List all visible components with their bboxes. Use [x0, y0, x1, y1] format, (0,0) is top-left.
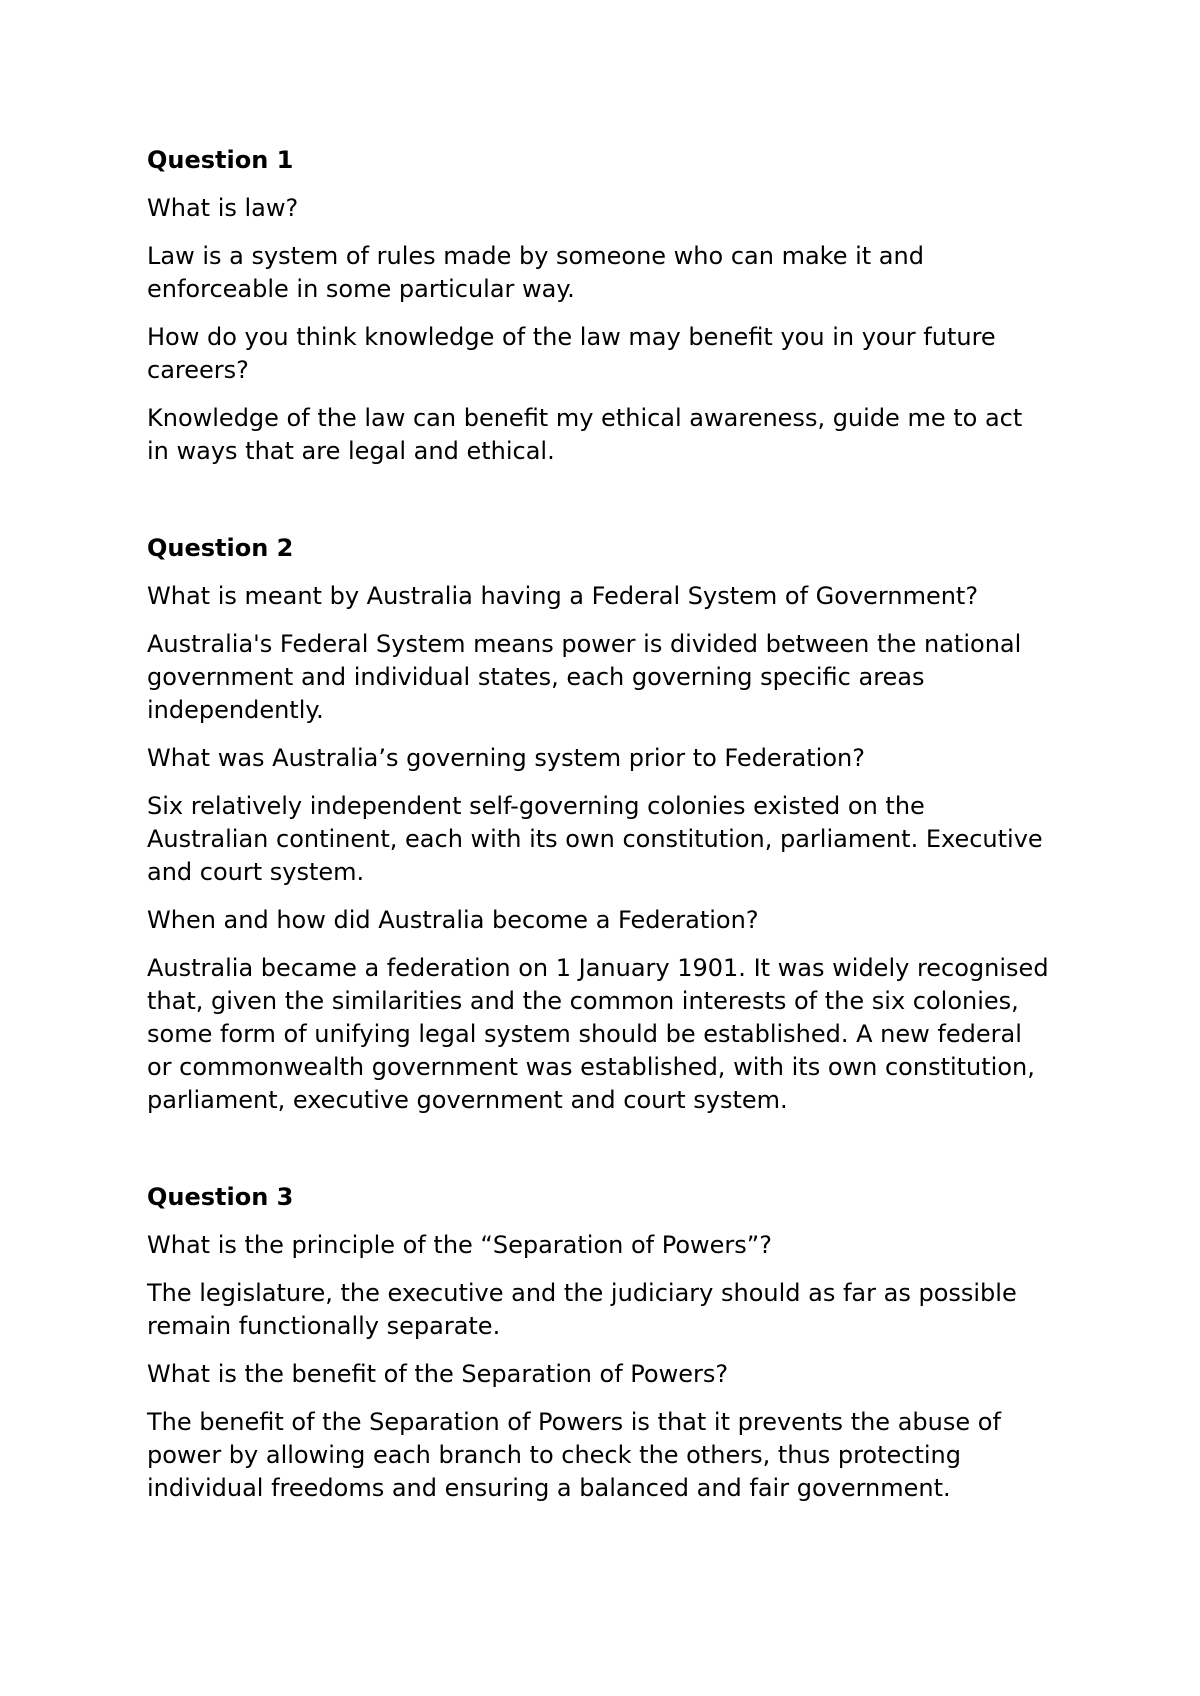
question-3-answer-principle: The legislature, the executive and the judiciary should as far as possible remain functionally separate. — [147, 1279, 1017, 1340]
question-3-heading: Question 3 — [147, 1183, 294, 1211]
question-3-prompt-benefit: What is the benefit of the Separation of Powers? — [147, 1360, 729, 1388]
question-2-prompt-federal-system: What is meant by Australia having a Federal System of Government? — [147, 582, 979, 610]
question-1-answer-benefit: Knowledge of the law can benefit my ethical awareness, guide me to act in ways that are legal and ethical. — [147, 404, 1023, 465]
question-1-prompt-benefit: How do you think knowledge of the law may benefit you in your future careers? — [147, 323, 996, 384]
question-1-heading: Question 1 — [147, 146, 294, 174]
question-2-heading: Question 2 — [147, 534, 294, 562]
question-3-section — [147, 1181, 1077, 1505]
question-2-section — [147, 532, 1077, 1117]
question-2-prompt-federation: When and how did Australia become a Federation? — [147, 906, 759, 934]
question-2-answer-federation: Australia became a federation on 1 January 1901. It was widely recognised that, given the similarities and the common interests of the six colonies, some form of unifying legal system should be established. A new federal or commonwealth government was established, with its own constitution, parliament, executive government and court system. — [147, 954, 1049, 1114]
question-2-prompt-prior-system: What was Australia’s governing system prior to Federation? — [147, 744, 865, 772]
question-1-answer-law: Law is a system of rules made by someone who can make it and enforceable in some particular way. — [147, 242, 924, 303]
question-2-answer-federal-system: Australia's Federal System means power is divided between the national government and individual states, each governing specific areas independently. — [147, 630, 1022, 724]
question-1-prompt-law: What is law? — [147, 194, 299, 222]
question-1-section — [147, 144, 1077, 468]
question-3-answer-benefit: The benefit of the Separation of Powers is that it prevents the abuse of power by allowing each branch to check the others, thus protecting individual freedoms and ensuring a balanced and fair government. — [147, 1408, 1001, 1502]
document-body — [147, 144, 1077, 1505]
question-2-answer-prior-system: Six relatively independent self-governing colonies existed on the Australian continent, each with its own constitution, parliament. Executive and court system. — [147, 792, 1043, 886]
question-3-prompt-principle: What is the principle of the “Separation of Powers”? — [147, 1231, 772, 1259]
